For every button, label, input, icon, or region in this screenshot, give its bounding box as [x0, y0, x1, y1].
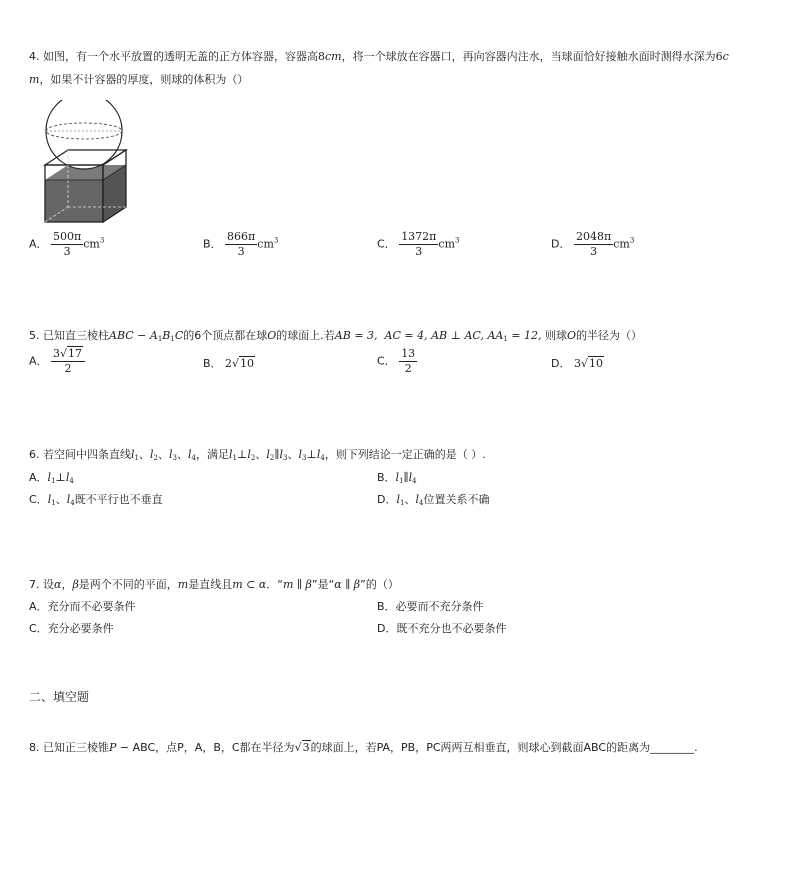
q6-option-c[interactable]: C．$l_1$、$l_4$既不平行也不垂直	[29, 493, 163, 507]
q4-option-b[interactable]: B． $\frac{866\pi}{3}$ $cm^3$	[203, 230, 279, 259]
q4-option-d[interactable]: D． $\frac{2048\pi}{3}$ $cm^3$	[551, 230, 635, 259]
q8-stem: 8. 已知正三棱锥P − ABC，点P，A，B，C都在半径为√3的球面上，若PA，PB，PC两两互相垂直，则球心到截面ABC的距离为________.	[29, 741, 698, 754]
q4-option-c[interactable]: C． $\frac{1372\pi}{3}$ $cm^3$	[377, 230, 460, 259]
q7-option-a[interactable]: A．充分而不必要条件	[29, 600, 136, 613]
q7-option-b[interactable]: B．必要而不充分条件	[377, 600, 484, 613]
q5-option-a[interactable]: A． $\frac{3√17}{2}$	[29, 348, 85, 375]
section-title-fill-in: 二、填空题	[29, 690, 90, 704]
q4-stem-line2: m，如果不计容器的厚度，则球的体积为（）	[29, 73, 249, 86]
q7-option-c[interactable]: C．充分必要条件	[29, 622, 114, 635]
q5-stem: 5. 已知直三棱柱ABC − $A_1B_1C$的6个顶点都在球O的球面上.若AB = 3, AC = 4, AB ⊥ AC, $AA_1 = 12$, 则球O的半径为（）	[29, 329, 643, 343]
q7-stem: 7. 设α，β是两个不同的平面，m是直线且m ⊂ α．“m ∥ β”是“α ∥ β”的（）	[29, 578, 399, 591]
q5-option-b[interactable]: B． 2√10	[203, 357, 255, 370]
q5-option-c[interactable]: C． $\frac{13}{2}$	[377, 347, 416, 376]
sphere	[46, 100, 122, 169]
q6-option-a[interactable]: A．$l_1\perp l_4$	[29, 471, 74, 485]
q4-stem-line1: 4. 如图，有一个水平放置的透明无盖的正方体容器，容器高8cm，将一个球放在容器口，再向容器内注水，当球面恰好接触水面时测得水深为6c	[29, 50, 729, 63]
q5-option-d[interactable]: D． 3√10	[551, 357, 603, 370]
water-body	[45, 180, 103, 222]
q4-option-a[interactable]: A． $\frac{500\pi}{3}$ $cm^3$	[29, 230, 105, 259]
q7-option-d[interactable]: D．既不充分也不必要条件	[377, 622, 507, 635]
cube-sphere-figure	[40, 100, 136, 226]
q6-option-d[interactable]: D．$l_1$、$l_4$位置关系不确	[377, 493, 490, 507]
q6-stem: 6. 若空间中四条直线$l_1$、$l_2$、$l_3$、$l_4$，满足$l_1\perp l_2$、$l_2\parallel l_3$、$l_3\perp l_4$，则下列结论一定正确的是（ ）.	[29, 448, 486, 462]
q6-option-b[interactable]: B．$l_1\parallel l_4$	[377, 471, 417, 485]
